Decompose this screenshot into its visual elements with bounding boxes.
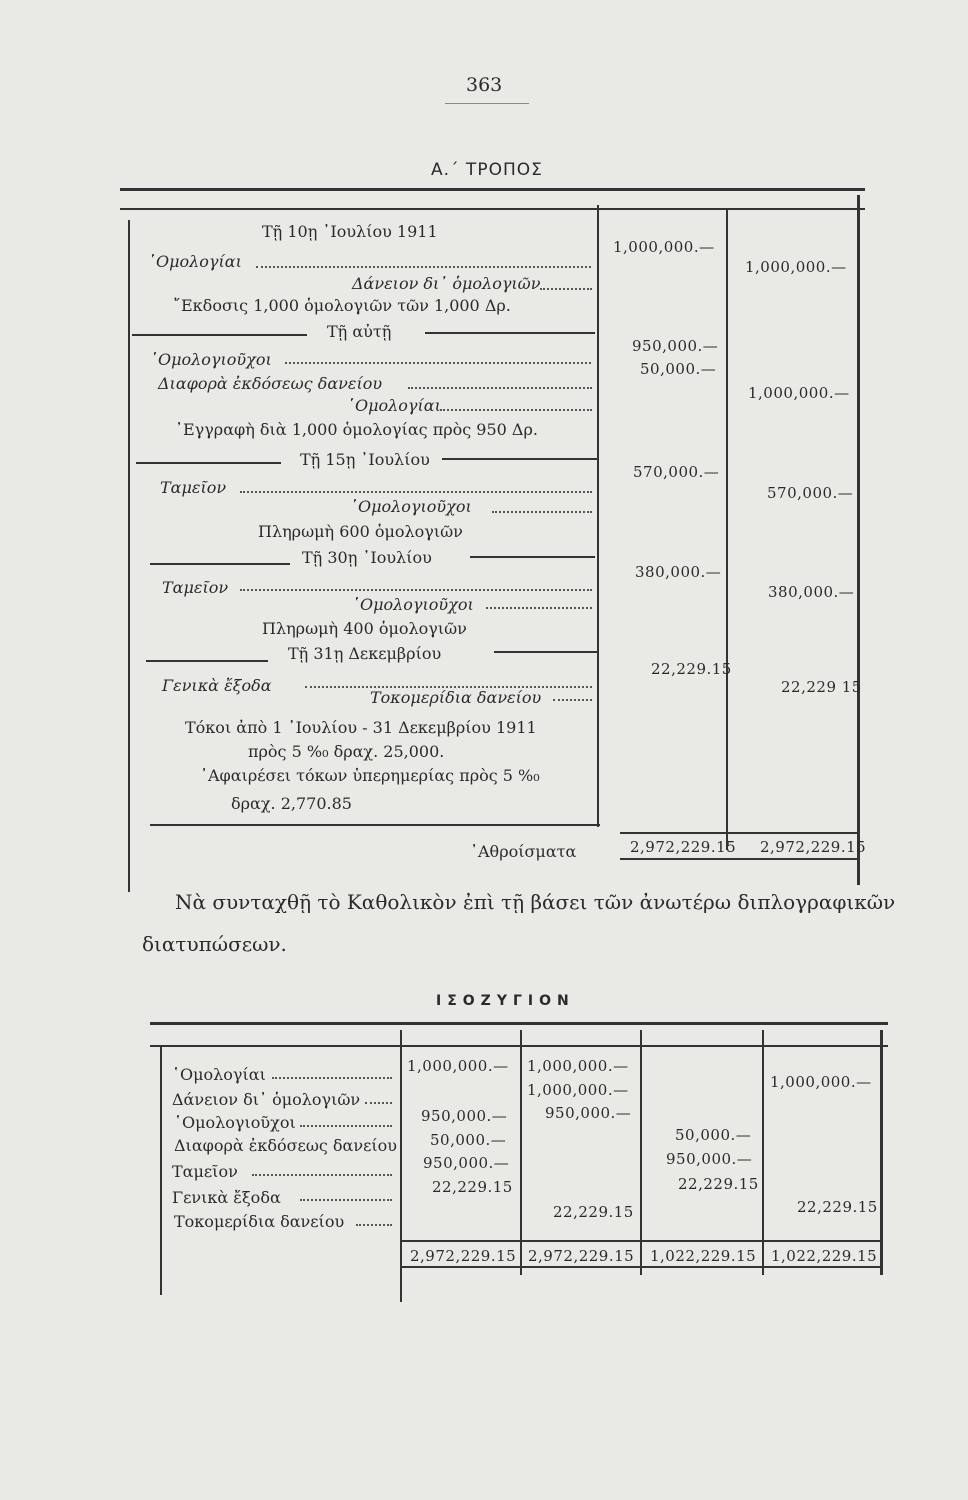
leader-dots bbox=[240, 589, 592, 591]
journal-top-rule bbox=[120, 188, 865, 191]
debit-account: ῾Ομολογιοῦχοι bbox=[150, 350, 272, 369]
date-rule-right bbox=[494, 651, 597, 653]
balance-col-rule bbox=[640, 1030, 642, 1275]
total-debit: 2,972,229.15 bbox=[630, 838, 737, 856]
journal-top-rule-2 bbox=[120, 208, 865, 210]
balance-right-rule bbox=[880, 1030, 883, 1275]
balance-label: Ταμεῖον bbox=[172, 1162, 238, 1181]
balance-label: Διαφορὰ ἐκδόσεως δανείου bbox=[174, 1136, 398, 1155]
balance-col-rule bbox=[762, 1030, 764, 1275]
credit-account: ῾Ομολογίαι bbox=[347, 396, 441, 415]
leader-dots bbox=[256, 266, 591, 268]
totals-label: ᾿Αθροίσματα bbox=[470, 842, 577, 861]
balance-total-double-rule bbox=[400, 1266, 882, 1268]
debit-amount: 950,000.— bbox=[632, 337, 719, 355]
journal-date: Τῇ 15ῃ ᾿Ιουλίου bbox=[300, 450, 430, 469]
journal-debit-rule bbox=[597, 205, 599, 827]
journal-narration: Πληρωμὴ 400 ὁμολογιῶν bbox=[262, 619, 467, 638]
journal-narration: ῎Εκδοσις 1,000 ὁμολογιῶν τῶν 1,000 Δρ. bbox=[173, 296, 511, 315]
date-rule-left bbox=[150, 563, 290, 565]
balance-total: 2,972,229.15 bbox=[528, 1247, 635, 1265]
date-rule-right bbox=[470, 556, 595, 558]
debit-account: ῾Ομολογίαι bbox=[148, 252, 242, 271]
leader-dots bbox=[285, 362, 591, 364]
leader-dots bbox=[240, 491, 592, 493]
totals-double-rule bbox=[620, 858, 860, 860]
journal-left-rule bbox=[128, 220, 130, 892]
debit-account: Ταμεῖον bbox=[162, 578, 229, 597]
balance-total: 1,022,229.15 bbox=[771, 1247, 878, 1265]
credit-amount: 380,000.— bbox=[768, 583, 855, 601]
balance-cell: 950,000.— bbox=[545, 1104, 632, 1122]
journal-narration: ᾿Εγγραφὴ διὰ 1,000 ὁμολογίας πρὸς 950 Δρ. bbox=[175, 420, 538, 439]
leader-dots bbox=[365, 1102, 392, 1104]
balance-cell: 1,000,000.— bbox=[527, 1081, 629, 1099]
leader-dots bbox=[486, 607, 592, 609]
total-credit: 2,972,229.15 bbox=[760, 838, 867, 856]
date-rule-right bbox=[425, 332, 595, 334]
balance-cell: 22,229.15 bbox=[432, 1178, 513, 1196]
journal-date: Τῇ 10ῃ ᾿Ιουλίου 1911 bbox=[262, 222, 438, 241]
credit-amount: 570,000.— bbox=[767, 484, 854, 502]
balance-label: ῾Ομολογιοῦχοι bbox=[174, 1113, 296, 1132]
credit-account: ῾Ομολογιοῦχοι bbox=[352, 595, 474, 614]
journal-date: Τῇ 31ῃ Δεκεμβρίου bbox=[288, 644, 442, 663]
balance-cell: 950,000.— bbox=[421, 1107, 508, 1125]
instruction-text: Νὰ συνταχθῇ τὸ Καθολικὸν ἐπὶ τῇ βάσει τῶν ἀνωτέρω διπλογραφικῶν bbox=[175, 890, 896, 914]
balance-cell: 1,000,000.— bbox=[770, 1073, 872, 1091]
leader-dots bbox=[553, 699, 592, 701]
balance-label: Δάνειον δι᾽ ὁμολογιῶν bbox=[172, 1090, 361, 1109]
date-rule-left bbox=[146, 660, 268, 662]
journal-narration: Πληρωμὴ 600 ὁμολογιῶν bbox=[258, 522, 463, 541]
balance-header-rule bbox=[150, 1045, 888, 1047]
debit-amount: 570,000.— bbox=[633, 463, 720, 481]
balance-total: 2,972,229.15 bbox=[410, 1247, 517, 1265]
date-rule-left bbox=[136, 462, 281, 464]
leader-dots bbox=[300, 1125, 392, 1127]
balance-left-rule bbox=[160, 1045, 162, 1295]
balance-total: 1,022,229.15 bbox=[650, 1247, 757, 1265]
leader-dots bbox=[408, 387, 592, 389]
balance-cell: 22,229.15 bbox=[797, 1198, 878, 1216]
journal-narration: Τόκοι ἀπὸ 1 ᾿Ιουλίου - 31 Δεκεμβρίου 1911 bbox=[185, 718, 537, 737]
credit-account: Δάνειον δι᾽ ὁμολογιῶν bbox=[352, 274, 541, 293]
date-rule-left bbox=[132, 334, 307, 336]
credit-amount: 1,000,000.— bbox=[745, 258, 847, 276]
balance-col-rule bbox=[520, 1030, 522, 1275]
journal-narration: δραχ. 2,770.85 bbox=[231, 794, 352, 813]
journal-credit-rule bbox=[726, 210, 728, 850]
totals-rule bbox=[620, 832, 860, 834]
leader-dots bbox=[356, 1224, 392, 1226]
debit-amount: 1,000,000.— bbox=[613, 238, 715, 256]
balance-top-rule bbox=[150, 1022, 888, 1025]
leader-dots bbox=[540, 288, 592, 290]
balance-cell: 50,000.— bbox=[675, 1126, 752, 1144]
credit-account: Τοκομερίδια δανείου bbox=[370, 688, 542, 707]
balance-cell: 22,229.15 bbox=[553, 1203, 634, 1221]
debit-account: Γενικὰ ἔξοδα bbox=[162, 676, 272, 695]
debit-amount: 22,229.15 bbox=[651, 660, 732, 678]
debit-account: Ταμεῖον bbox=[160, 478, 227, 497]
leader-dots bbox=[252, 1174, 392, 1176]
journal-right-rule bbox=[857, 195, 860, 885]
balance-label: Τοκομερίδια δανείου bbox=[174, 1212, 345, 1231]
journal-bottom-rule bbox=[150, 824, 600, 826]
balance-cell: 22,229.15 bbox=[678, 1175, 759, 1193]
balance-col-rule bbox=[400, 1030, 402, 1302]
balance-label: Γενικὰ ἔξοδα bbox=[172, 1188, 281, 1207]
balance-cell: 950,000.— bbox=[423, 1154, 510, 1172]
instruction-text: διατυπώσεων. bbox=[142, 932, 287, 956]
leader-dots bbox=[440, 409, 592, 411]
debit-account: Διαφορὰ ἐκδόσεως δανείου bbox=[158, 374, 383, 393]
balance-cell: 1,000,000.— bbox=[527, 1057, 629, 1075]
credit-amount: 1,000,000.— bbox=[748, 384, 850, 402]
leader-dots bbox=[272, 1077, 392, 1079]
page-number: 363 bbox=[466, 74, 503, 96]
balance-cell: 1,000,000.— bbox=[407, 1057, 509, 1075]
leader-dots bbox=[492, 511, 592, 513]
debit-amount: 50,000.— bbox=[640, 360, 717, 378]
balance-cell: 50,000.— bbox=[430, 1131, 507, 1149]
leader-dots bbox=[300, 1199, 392, 1201]
journal-date: Τῇ 30ῃ ᾿Ιουλίου bbox=[302, 548, 432, 567]
balance-cell: 950,000.— bbox=[666, 1150, 753, 1168]
section-title: Α.΄ ΤΡΟΠΟΣ bbox=[431, 160, 543, 180]
credit-amount: 22,229 15 bbox=[781, 678, 862, 696]
journal-narration: ᾿Αφαιρέσει τόκων ὑπερημερίας πρὸς 5 %₀ bbox=[200, 766, 540, 785]
balance-total-rule bbox=[400, 1240, 882, 1242]
debit-amount: 380,000.— bbox=[635, 563, 722, 581]
journal-narration: πρὸς 5 %₀ δραχ. 25,000. bbox=[248, 742, 445, 761]
page-number-underline bbox=[445, 103, 529, 104]
balance-label: ῾Ομολογίαι bbox=[172, 1065, 266, 1084]
credit-account: ῾Ομολογιοῦχοι bbox=[350, 497, 472, 516]
balance-title: ΙΣΟΖΥΓΙΟΝ bbox=[436, 993, 575, 1009]
journal-date: Τῇ αὐτῇ bbox=[327, 322, 392, 341]
date-rule-right bbox=[442, 458, 597, 460]
